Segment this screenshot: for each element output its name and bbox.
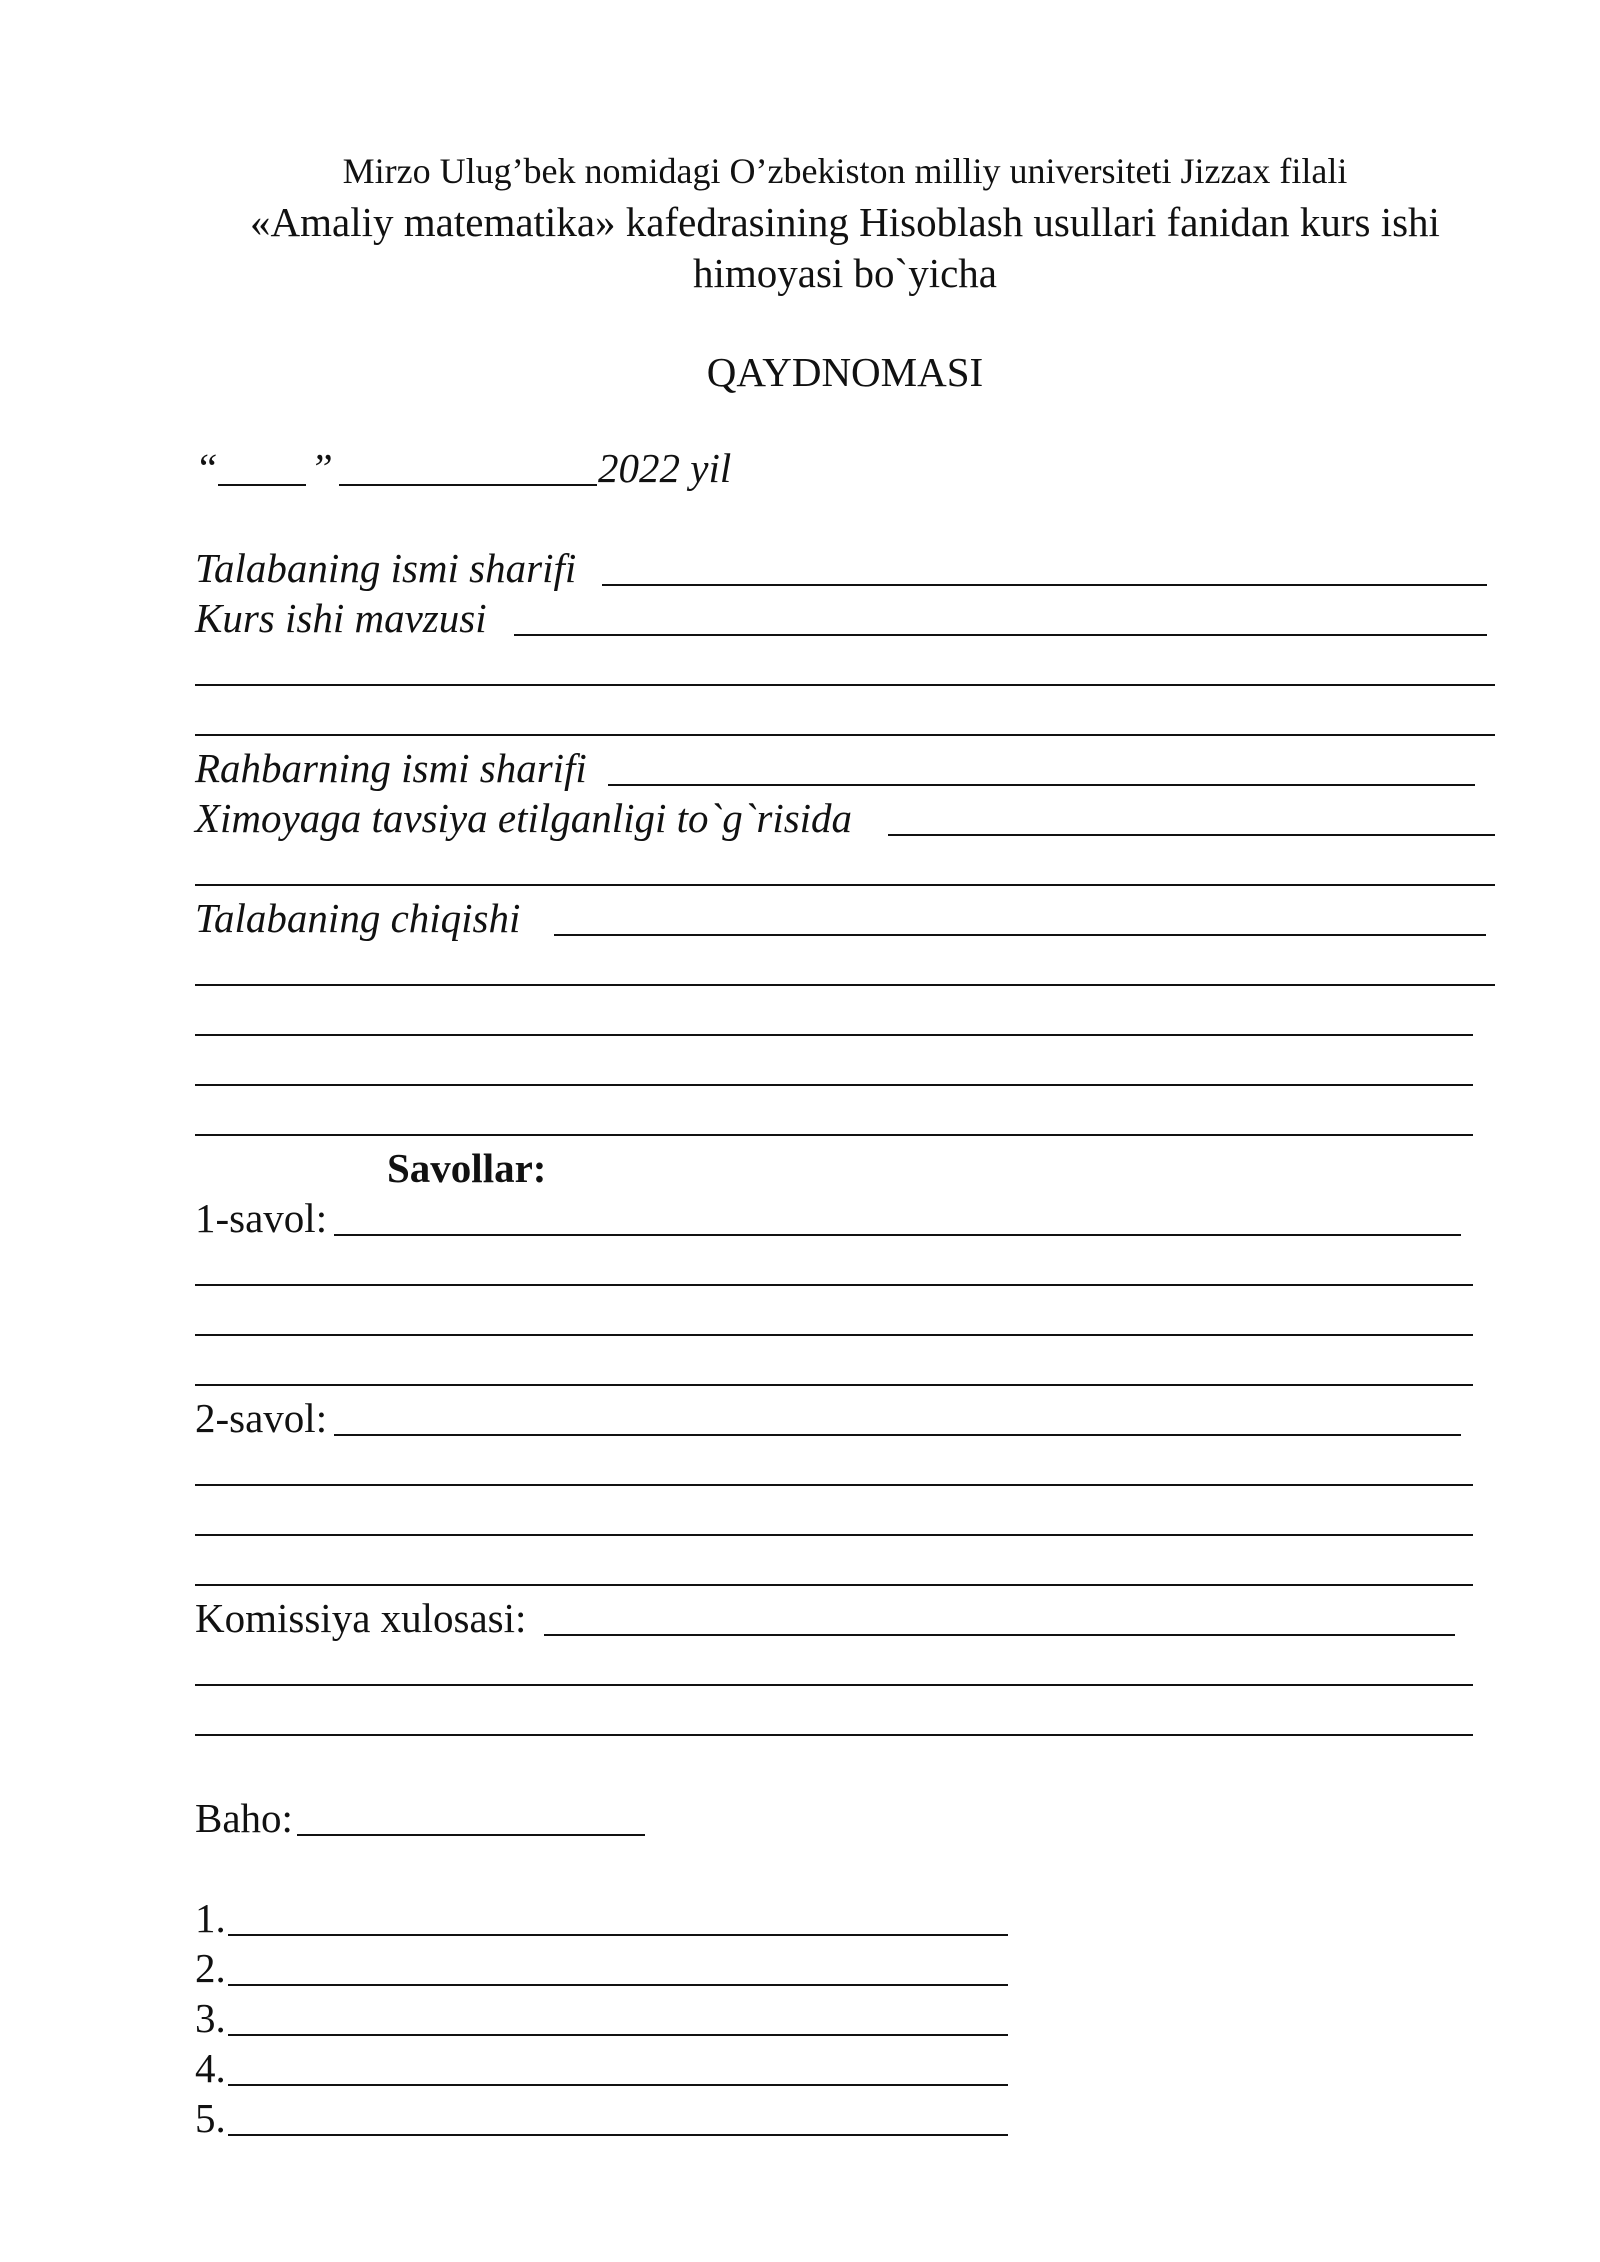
student-speech-label: Talabaning chiqishi [195, 895, 521, 941]
signature-5-label: 5. [195, 2095, 226, 2141]
question-1-field[interactable] [334, 1234, 1461, 1236]
question-2-field[interactable] [334, 1434, 1461, 1436]
month-blank[interactable] [339, 484, 597, 486]
signature-2-label: 2. [195, 1945, 226, 1991]
topic-line-2[interactable] [195, 684, 1495, 686]
questions-heading: Savollar: [387, 1145, 547, 1191]
university-name: Mirzo Ulug’bek nomidagi O’zbekiston milliy universiteti Jizzax filali [342, 151, 1348, 191]
supervisor-name-label: Rahbarning ismi sharifi [195, 745, 587, 791]
commission-conclusion-field[interactable] [544, 1634, 1455, 1636]
question-2-line-2[interactable] [195, 1484, 1473, 1486]
department-line: «Amaliy matematika» kafedrasining Hisoblash usullari fanidan kurs ishi [250, 199, 1440, 245]
conclusion-line-3[interactable] [195, 1734, 1473, 1736]
recommendation-field[interactable] [888, 834, 1495, 836]
topic-field[interactable] [514, 634, 1487, 636]
signature-3-field[interactable] [228, 2034, 1008, 2036]
subject-line: himoyasi bo`yicha [692, 250, 998, 296]
topic-line-3[interactable] [195, 734, 1495, 736]
question-1-line-4[interactable] [195, 1384, 1473, 1386]
signature-1-label: 1. [195, 1895, 226, 1941]
grade-field[interactable] [297, 1834, 645, 1836]
signature-2-field[interactable] [228, 1984, 1008, 1986]
topic-label: Kurs ishi mavzusi [195, 595, 487, 641]
student-name-label: Talabaning ismi sharifi [195, 545, 577, 591]
question-2-label: 2-savol: [195, 1395, 328, 1441]
day-blank[interactable] [218, 484, 306, 486]
question-1-label: 1-savol: [195, 1195, 328, 1241]
commission-conclusion-label: Komissiya xulosasi: [195, 1595, 527, 1641]
signature-5-field[interactable] [228, 2134, 1008, 2136]
question-2-line-4[interactable] [195, 1584, 1473, 1586]
question-2-line-3[interactable] [195, 1534, 1473, 1536]
signature-4-field[interactable] [228, 2084, 1008, 2086]
supervisor-name-field[interactable] [608, 784, 1475, 786]
document-title: QAYDNOMASI [706, 349, 984, 395]
signature-1-field[interactable] [228, 1934, 1008, 1936]
speech-line-4[interactable] [195, 1084, 1473, 1086]
speech-line-3[interactable] [195, 1034, 1473, 1036]
recommendation-line-2[interactable] [195, 884, 1495, 886]
speech-line-5[interactable] [195, 1134, 1473, 1136]
grade-label: Baho: [195, 1795, 293, 1841]
date-year: 2022 yil [598, 445, 732, 491]
conclusion-line-2[interactable] [195, 1684, 1473, 1686]
student-name-field[interactable] [602, 584, 1487, 586]
student-speech-field[interactable] [554, 934, 1486, 936]
signature-3-label: 3. [195, 1995, 226, 2041]
question-1-line-3[interactable] [195, 1334, 1473, 1336]
question-1-line-2[interactable] [195, 1284, 1473, 1286]
recommendation-label: Ximoyaga tavsiya etilganligi to`g`risida [195, 795, 853, 841]
date-open-quote: “ [195, 445, 218, 491]
signature-4-label: 4. [195, 2045, 226, 2091]
date-close-quote: ” [310, 445, 333, 491]
speech-line-2[interactable] [195, 984, 1495, 986]
